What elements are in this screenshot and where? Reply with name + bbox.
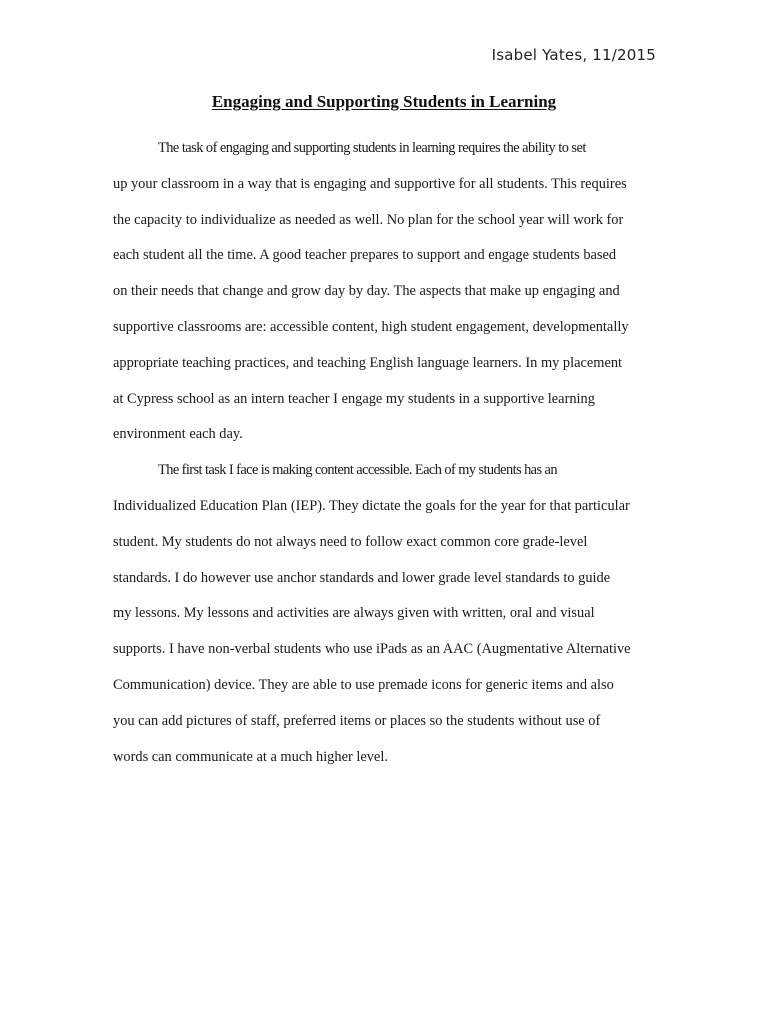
text-line: at Cypress school as an intern teacher I engage my students in a supportive learning	[113, 390, 595, 407]
paragraph-1	[113, 131, 658, 453]
text-line: supports. I have non-verbal students who use iPads as an AAC (Augmentative Alternative	[113, 641, 631, 658]
text-line: standards. I do however use anchor standards and lower grade level standards to guide	[113, 569, 611, 586]
text-line: The first task I face is making content accessible. Each of my students has an	[158, 462, 557, 479]
text-line: words can communicate at a much higher level.	[113, 748, 388, 765]
text-line: you can add pictures of staff, preferred items or places so the students without use of	[113, 712, 601, 729]
text-line: up your classroom in a way that is engaging and supportive for all students. This requires	[113, 175, 627, 192]
text-line: Individualized Education Plan (IEP). They dictate the goals for the year for that particular	[113, 497, 630, 514]
text-line: the capacity to individualize as needed as well. No plan for the school year will work for	[113, 211, 624, 228]
text-line: each student all the time. A good teacher prepares to support and engage students based	[113, 247, 617, 264]
paragraph-2	[113, 453, 658, 775]
text-line: environment each day.	[113, 426, 243, 443]
document-title: Engaging and Supporting Students in Learning	[211, 92, 557, 111]
text-line: supportive classrooms are: accessible content, high student engagement, developmentally	[113, 318, 629, 335]
text-line: student. My students do not always need to follow exact common core grade-level	[113, 533, 588, 550]
author-date-header: Isabel Yates, 11/2015	[491, 46, 656, 64]
document-body	[113, 131, 658, 775]
text-line: appropriate teaching practices, and teaching English language learners. In my placement	[113, 354, 623, 371]
text-line: my lessons. My lessons and activities are always given with written, oral and visual	[113, 605, 595, 622]
text-line: Communication) device. They are able to use premade icons for generic items and also	[113, 676, 614, 693]
text-line: The task of engaging and supporting students in learning requires the ability to set	[158, 140, 586, 156]
text-line: on their needs that change and grow day by day. The aspects that make up engaging and	[113, 283, 620, 300]
